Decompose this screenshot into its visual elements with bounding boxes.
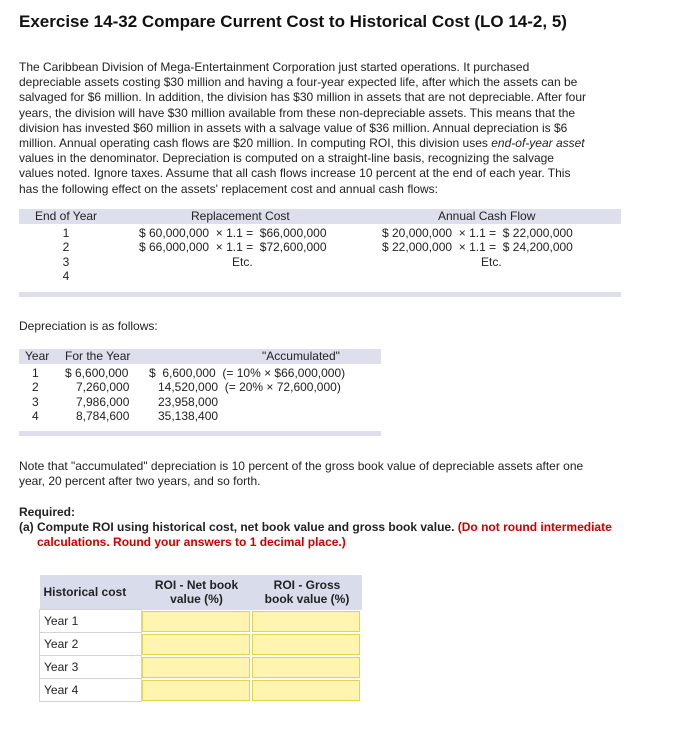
intro-paragraph bbox=[19, 60, 679, 197]
table1-replacement-cost: Etc. bbox=[232, 255, 253, 269]
table2-year: 1 bbox=[32, 366, 39, 380]
roi-net-cell bbox=[142, 633, 253, 656]
roi-net-cell bbox=[142, 610, 253, 633]
table1-year: 1 bbox=[62, 226, 70, 240]
table2-accumulated: $ 6,600,000 (= 10% × $66,000,000) bbox=[149, 366, 346, 380]
table1-year: 2 bbox=[62, 240, 70, 254]
intro-line: The Caribbean Division of Mega-Entertainment Corporation just started operations. It purchased bbox=[19, 60, 530, 74]
roi-gross-input-year1[interactable] bbox=[252, 611, 360, 632]
note-line: year, 20 percent after two years, and so forth. bbox=[19, 474, 261, 489]
roi-gross-cell bbox=[252, 679, 362, 702]
table1-header-replacement: Replacement Cost bbox=[191, 209, 290, 223]
roi-header-net-line: ROI - Net book bbox=[154, 578, 239, 593]
table2-for-year: 8,784,600 bbox=[76, 409, 130, 423]
note-line: Note that "accumulated" depreciation is 10 percent of the gross book value of depreciable assets after one bbox=[19, 459, 584, 473]
intro-line: salvaged for $6 million. In addition, the division has $30 million in assets that are not depreciable. After four bbox=[19, 90, 586, 105]
roi-row-label: Year 1 bbox=[40, 610, 142, 633]
table2-year: 2 bbox=[32, 380, 39, 394]
intro-line: values noted. Ignore taxes. Assume that all cash flows increase 10 percent at the end of each year. This bbox=[19, 166, 571, 181]
roi-header-historical: Historical cost bbox=[40, 575, 142, 610]
table1-header-cashflow: Annual Cash Flow bbox=[438, 209, 536, 223]
table2-year: 4 bbox=[32, 409, 39, 423]
roi-header-net bbox=[142, 575, 253, 610]
required-a bbox=[19, 520, 679, 535]
table2-for-year: 7,986,000 bbox=[76, 395, 130, 409]
intro-text: million. Annual operating cash flows are $20 million. In computing ROI, this division uses bbox=[19, 136, 492, 151]
roi-header-gross bbox=[252, 575, 362, 610]
depreciation-intro: Depreciation is as follows: bbox=[19, 319, 158, 333]
page-title: Exercise 14-32 Compare Current Cost to Historical Cost (LO 14-2, 5) bbox=[19, 12, 567, 31]
table2-header-accumulated: "Accumulated" bbox=[262, 349, 340, 363]
table2-for-year: $ 6,600,000 bbox=[65, 366, 129, 380]
table2-year: 3 bbox=[32, 395, 39, 409]
table2-header-year: Year bbox=[25, 349, 50, 363]
required-section bbox=[19, 505, 679, 550]
intro-line: values in the denominator. Depreciation is computed on a straight-line basis, recognizing the salvage bbox=[19, 151, 554, 166]
intro-line: has the following effect on the assets' replacement cost and annual cash flows: bbox=[19, 181, 438, 196]
table2-divider bbox=[19, 431, 381, 436]
roi-gross-input-year2[interactable] bbox=[252, 634, 360, 655]
roi-net-input-year3[interactable] bbox=[142, 657, 250, 678]
table1-year: 4 bbox=[62, 269, 70, 283]
intro-line: years, the division will have $30 million available from these non-depreciable assets. This means that the bbox=[19, 105, 576, 120]
roi-gross-input-year4[interactable] bbox=[252, 680, 360, 701]
table1-header-year: End of Year bbox=[35, 209, 98, 223]
table2-accumulated: 23,958,000 bbox=[158, 395, 219, 409]
roi-gross-input-year3[interactable] bbox=[252, 657, 360, 678]
roi-row bbox=[40, 610, 363, 633]
roi-gross-cell bbox=[252, 633, 362, 656]
table1-replacement-cost: $ 66,000,000 × 1.1 = $72,600,000 bbox=[139, 240, 327, 254]
table1-divider bbox=[19, 292, 621, 297]
table2-accumulated: 14,520,000 (= 20% × 72,600,000) bbox=[158, 380, 341, 394]
roi-row-label: Year 3 bbox=[40, 656, 142, 679]
required-label: Required: bbox=[19, 505, 76, 519]
table1-year: 3 bbox=[62, 255, 70, 269]
table2-accumulated: 35,138,400 bbox=[158, 409, 219, 423]
roi-net-cell bbox=[142, 656, 253, 679]
roi-row-label: Year 2 bbox=[40, 633, 142, 656]
table1-replacement-cost: $ 60,000,000 × 1.1 = $66,000,000 bbox=[139, 226, 327, 240]
table2-for-year: 7,260,000 bbox=[76, 380, 130, 394]
intro-line bbox=[19, 136, 679, 151]
required-a-instruction-cont: calculations. Round your answers to 1 decimal place.) bbox=[37, 535, 346, 549]
roi-row bbox=[40, 656, 363, 679]
required-a-instruction: (Do not round intermediate bbox=[457, 520, 612, 534]
table1-cash-flow: $ 20,000,000 × 1.1 = $ 22,000,000 bbox=[382, 226, 573, 240]
roi-header-row bbox=[40, 575, 363, 610]
roi-table bbox=[39, 575, 363, 702]
roi-gross-cell bbox=[252, 656, 362, 679]
roi-header-gross-line: book value (%) bbox=[264, 592, 350, 607]
intro-italic: end-of-year asset bbox=[491, 136, 585, 151]
roi-row bbox=[40, 679, 363, 702]
roi-net-input-year2[interactable] bbox=[142, 634, 250, 655]
table2-header-for-year: For the Year bbox=[65, 349, 131, 363]
note-paragraph bbox=[19, 459, 679, 489]
roi-header-net-line: value (%) bbox=[170, 592, 223, 607]
intro-line: division has invested $60 million in assets with a salvage value of $36 million. Annual depreciation is $6 bbox=[19, 120, 568, 135]
roi-gross-cell bbox=[252, 610, 362, 633]
roi-net-cell bbox=[142, 679, 253, 702]
roi-row bbox=[40, 633, 363, 656]
roi-net-input-year4[interactable] bbox=[142, 680, 250, 701]
table1-cash-flow: Etc. bbox=[481, 255, 502, 269]
roi-net-input-year1[interactable] bbox=[142, 611, 250, 632]
intro-line: depreciable assets costing $30 million and having a four-year expected life, after which the assets can be bbox=[19, 75, 578, 90]
required-a-text: (a) Compute ROI using historical cost, net book value and gross book value. bbox=[19, 520, 458, 534]
table1-cash-flow: $ 22,000,000 × 1.1 = $ 24,200,000 bbox=[382, 240, 573, 254]
roi-header-gross-line: ROI - Gross bbox=[273, 578, 341, 593]
roi-row-label: Year 4 bbox=[40, 679, 142, 702]
